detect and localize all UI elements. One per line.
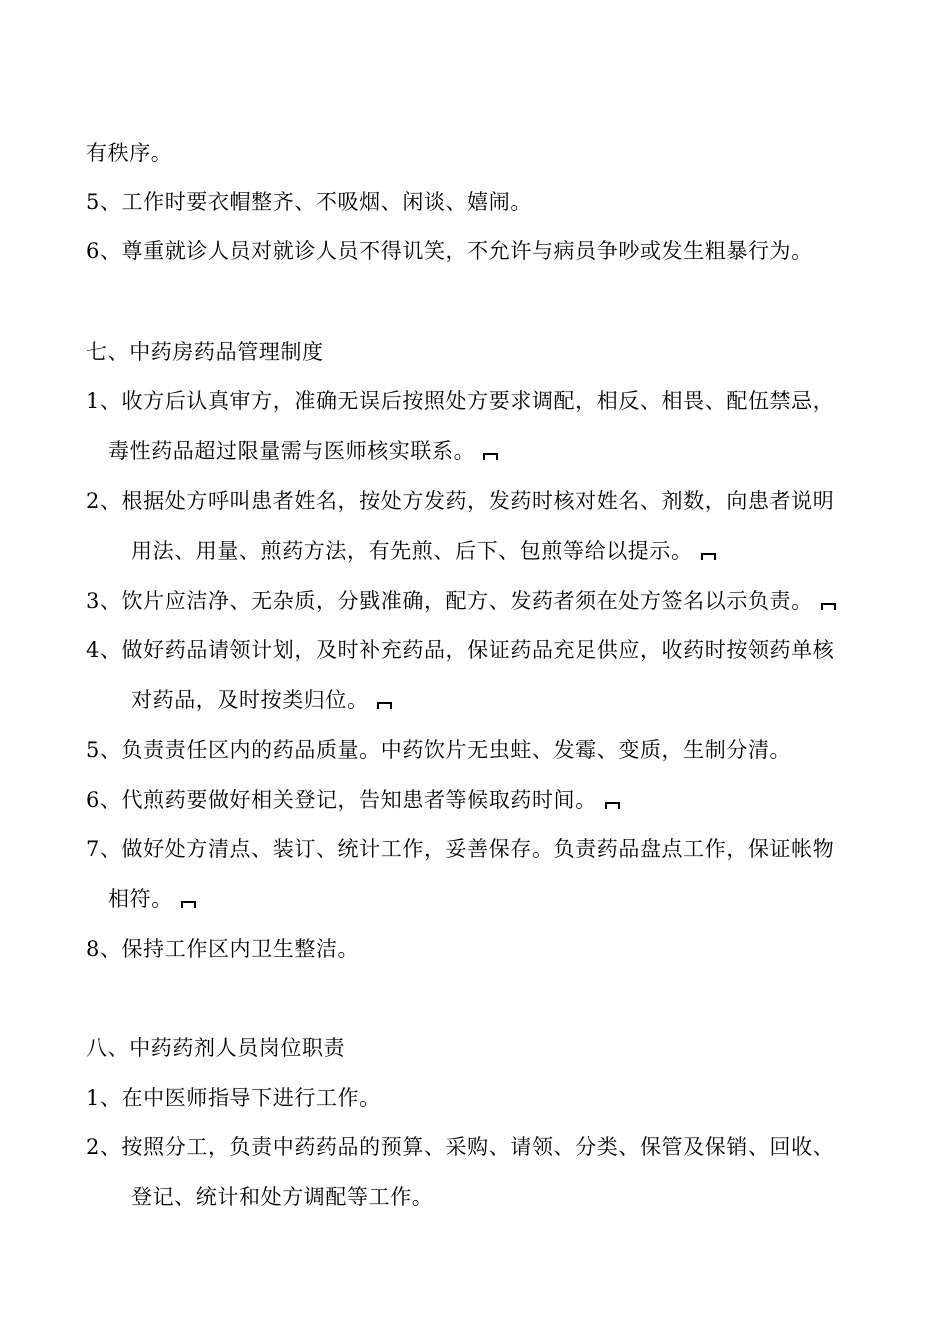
list-item-text: 毒性药品超过限量需与医师核实联系。 xyxy=(108,439,476,463)
paragraph-mark-icon xyxy=(701,553,716,560)
list-item-text: 6、代煎药要做好相关登记，告知患者等候取药时间。 xyxy=(86,788,597,812)
paragraph-mark-icon xyxy=(181,901,196,908)
list-item-text: 相符。 xyxy=(108,887,173,911)
list-item-continuation xyxy=(131,686,392,714)
list-item-line: 4、做好药品请领计划，及时补充药品，保证药品充足供应，收药时按领药单核 xyxy=(86,638,835,662)
paragraph-mark-icon xyxy=(483,453,498,460)
list-item-line: 5、负责责任区内的药品质量。中药饮片无虫蛀、发霉、变质，生制分清。 xyxy=(86,738,792,762)
list-item-line: 2、根据处方呼叫患者姓名，按处方发药，发药时核对姓名、剂数，向患者说明 xyxy=(86,489,835,513)
list-item-continuation xyxy=(108,437,498,465)
list-item-line: 1、收方后认真审方，准确无误后按照处方要求调配，相反、相畏、配伍禁忌， xyxy=(86,389,835,413)
list-item-continuation xyxy=(131,537,716,565)
section-heading: 七、中药房药品管理制度 xyxy=(86,340,324,364)
paragraph-text: 有秩序。 xyxy=(86,141,173,165)
paragraph-mark-icon xyxy=(605,802,620,809)
list-item-line: 8、保持工作区内卫生整洁。 xyxy=(86,937,360,961)
list-item-line xyxy=(86,786,620,814)
paragraph-mark-icon xyxy=(821,603,836,610)
paragraph-text: 5、工作时要衣帽整齐、不吸烟、闲谈、嬉闹。 xyxy=(86,190,532,214)
list-item-line: 7、做好处方清点、装订、统计工作，妥善保存。负责药品盘点工作，保证帐物 xyxy=(86,837,835,861)
list-item-line xyxy=(86,587,836,615)
list-item-text: 对药品，及时按类归位。 xyxy=(131,688,369,712)
list-item-line: 2、按照分工，负责中药药品的预算、采购、请领、分类、保管及保销、回收、 xyxy=(86,1135,835,1159)
paragraph-mark-icon xyxy=(377,702,392,709)
list-item-line: 1、在中医师指导下进行工作。 xyxy=(86,1086,381,1110)
list-item-continuation xyxy=(108,885,196,913)
paragraph-text: 6、尊重就诊人员对就诊人员不得讥笑，不允许与病员争吵或发生粗暴行为。 xyxy=(86,239,813,263)
list-item-continuation: 登记、统计和处方调配等工作。 xyxy=(131,1185,434,1209)
list-item-text: 用法、用量、煎药方法，有先煎、后下、包煎等给以提示。 xyxy=(131,539,693,563)
section-heading: 八、中药药剂人员岗位职责 xyxy=(86,1036,346,1060)
list-item-text: 3、饮片应洁净、无杂质，分戥准确，配方、发药者须在处方签名以示负责。 xyxy=(86,589,813,613)
